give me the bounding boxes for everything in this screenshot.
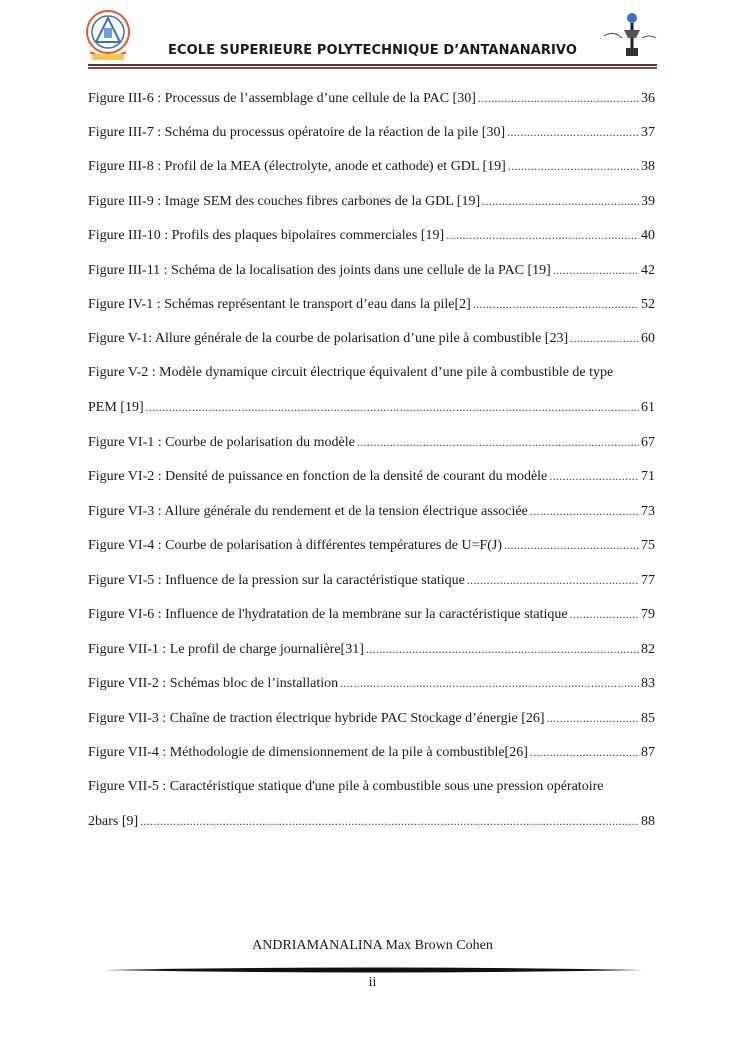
toc-entry-page: 75 [641, 538, 655, 553]
toc-entry-page: 73 [641, 504, 655, 519]
toc-leader [340, 674, 639, 692]
toc-entry-title: Figure VII-1 : Le profil de charge journalière[31] [88, 642, 364, 657]
toc-entry-title: Figure VI-4 : Courbe de polarisation à différentes températures de U=F(J) [88, 538, 503, 553]
toc-entry-title: Figure VI-3 : Allure générale du rendement et de la tension électrique associée [88, 504, 528, 519]
toc-leader [530, 502, 639, 520]
toc-entry-title: Figure VII-4 : Méthodologie de dimensionnement de la pile à combustible[26] [88, 745, 528, 760]
header-divider [88, 64, 657, 66]
toc-entry-title: Figure IV-1 : Schémas représentant le transport d’eau dans la pile[2] [88, 297, 471, 312]
toc-entry [88, 467, 655, 485]
header-divider-accent [88, 67, 657, 69]
toc-entry-page: 88 [641, 814, 655, 829]
toc-entry-title: Figure VI-1 : Courbe de polarisation du modèle [88, 435, 355, 450]
toc-leader [547, 709, 639, 727]
toc-entry-page: 83 [641, 676, 655, 691]
toc-entry [88, 605, 655, 623]
page-number: ii [368, 975, 377, 990]
toc-leader [504, 536, 639, 554]
toc-entry-title-cont: PEM [19] [88, 400, 144, 415]
toc-entry-title: Figure VI-2 : Densité de puissance en fonction de la densité de courant du modèle [88, 469, 548, 484]
toc-leader [467, 571, 639, 589]
toc-entry [88, 157, 655, 175]
toc-entry-page: 37 [641, 125, 655, 140]
footer-author: ANDRIAMANALINA Max Brown Cohen [252, 938, 493, 953]
toc-entry-title: Figure III-11 : Schéma de la localisation des joints dans une cellule de la PAC [19] [88, 263, 551, 278]
toc-entry-title-cont: 2bars [9] [88, 814, 139, 829]
toc-leader [507, 123, 639, 141]
toc-entry [88, 192, 655, 210]
toc-leader [366, 640, 639, 658]
toc-entry [88, 329, 655, 347]
toc-entry [88, 89, 655, 107]
toc-entry-title: Figure VII-5 : Caractéristique statique d'une pile à combustible sous une pression opératoire [88, 779, 604, 794]
toc-entry [88, 295, 655, 313]
toc-entry [88, 261, 655, 279]
toc-entry-title: Figure III-7 : Schéma du processus opératoire de la réaction de la pile [30] [88, 125, 506, 140]
toc-entry-title: Figure VI-6 : Influence de l'hydratation de la membrane sur la caractéristique statique [88, 607, 568, 622]
toc-entry-page: 52 [641, 297, 655, 312]
toc-entry-title: Figure VII-3 : Chaîne de traction électrique hybride PAC Stockage d’énergie [26] [88, 711, 545, 726]
toc-leader [553, 261, 639, 279]
toc-entry-title: Figure III-9 : Image SEM des couches fibres carbones de la GDL [19] [88, 194, 481, 209]
toc-entry-page: 79 [641, 607, 655, 622]
toc-leader [570, 329, 639, 347]
toc-entry-page: 38 [641, 159, 655, 174]
toc-entry-page: 77 [641, 573, 655, 588]
toc-leader [549, 467, 639, 485]
toc-entry [88, 433, 655, 451]
toc-entry-title: Figure V-2 : Modèle dynamique circuit électrique équivalent d’une pile à combustible de type [88, 365, 614, 380]
toc-entry-title: Figure VI-5 : Influence de la pression sur la caractéristique statique [88, 573, 465, 588]
toc-entry-page: 42 [641, 263, 655, 278]
toc-entry-page: 36 [641, 91, 655, 106]
toc-leader [482, 192, 639, 210]
toc-leader [140, 812, 639, 830]
toc-entry-page: 71 [641, 469, 655, 484]
toc-entry-page: 39 [641, 194, 655, 209]
toc-entry-title: Figure III-10 : Profils des plaques bipolaires commerciales [19] [88, 228, 445, 243]
toc-entry-page: 60 [641, 331, 655, 346]
toc-leader [478, 89, 639, 107]
toc-entry [88, 674, 655, 692]
toc-entry-title: Figure V-1: Allure générale de la courbe de polarisation d’une pile à combustible [23] [88, 331, 569, 346]
toc-leader [446, 226, 639, 244]
toc-entry [88, 571, 655, 589]
toc-entry [88, 640, 655, 658]
page-header-school: ECOLE SUPERIEURE POLYTECHNIQUE D’ANTANANARIVO [167, 43, 578, 58]
toc-entry [88, 398, 655, 416]
toc-entry-title: Figure VII-2 : Schémas bloc de l’installation [88, 676, 339, 691]
toc-entry-page: 87 [641, 745, 655, 760]
toc-entry [88, 502, 655, 520]
toc-entry [88, 709, 655, 727]
toc-entry [88, 226, 655, 244]
toc-entry-title: Figure III-6 : Processus de l’assemblage d’une cellule de la PAC [30] [88, 91, 476, 106]
toc-leader [530, 743, 639, 761]
toc-entry [88, 536, 655, 554]
toc-leader [508, 157, 639, 175]
toc-entry-page: 85 [641, 711, 655, 726]
toc-entry [88, 123, 655, 141]
toc-leader [146, 398, 639, 416]
toc-entry-page: 82 [641, 642, 655, 657]
toc-entry-page: 67 [641, 435, 655, 450]
toc-leader [473, 295, 639, 313]
toc-entry-title: Figure III-8 : Profil de la MEA (électrolyte, anode et cathode) et GDL [19] [88, 159, 506, 174]
toc-entry-page: 61 [641, 400, 655, 415]
toc-entry-page: 40 [641, 228, 655, 243]
toc-leader [357, 433, 639, 451]
toc-entry [88, 812, 655, 830]
footer-divider [104, 962, 642, 972]
toc-entry [88, 743, 655, 761]
toc-leader [570, 605, 639, 623]
